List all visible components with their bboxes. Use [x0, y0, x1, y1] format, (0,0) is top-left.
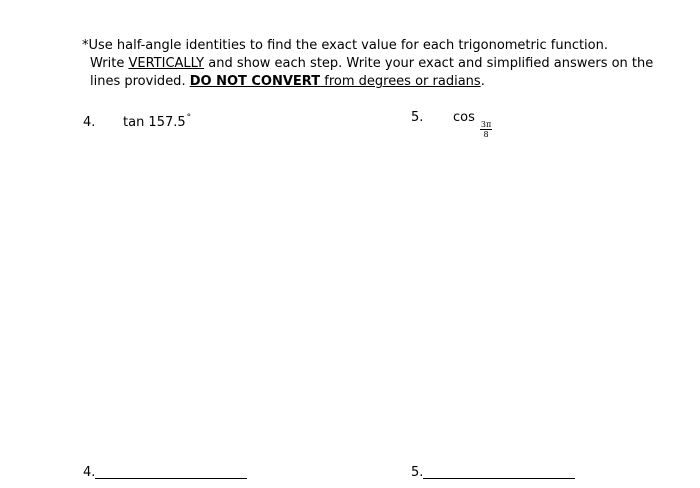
instruction-text: lines provided. — [90, 74, 190, 89]
fraction-denominator: 8 — [483, 130, 489, 139]
emphasis-do-not-convert: DO NOT CONVERT — [189, 74, 321, 89]
answer-label: 5. — [411, 465, 424, 480]
instruction-line-1: *Use half-angle identities to find the exact value for each trigonometric function. — [82, 38, 608, 53]
degree-symbol: ° — [186, 113, 192, 123]
answer-blank[interactable] — [95, 464, 247, 479]
problem-function: cos — [453, 110, 475, 125]
problem-expression: tan 157.5 — [123, 115, 186, 130]
instruction-text: . — [480, 74, 485, 89]
answer-line-5 — [411, 464, 575, 482]
emphasis-degrees-radians: from degrees or radians — [320, 74, 481, 89]
answer-line-4 — [83, 464, 247, 482]
problem-number: 4. — [83, 115, 96, 130]
problem-5 — [411, 109, 492, 139]
instruction-line-2 — [82, 55, 682, 73]
fraction — [480, 120, 492, 139]
instruction-text: and show each step. Write your exact and simplified answers on the — [204, 56, 654, 71]
problem-number: 5. — [411, 110, 424, 125]
instructions — [82, 37, 682, 91]
instruction-line-3 — [82, 73, 682, 91]
emphasis-vertically: VERTICALLY — [128, 56, 205, 71]
instruction-text: Write — [90, 56, 129, 71]
answer-label: 4. — [83, 465, 96, 480]
problem-4 — [83, 109, 191, 132]
answer-blank[interactable] — [423, 464, 575, 479]
fraction-numerator: 3π — [480, 120, 492, 129]
